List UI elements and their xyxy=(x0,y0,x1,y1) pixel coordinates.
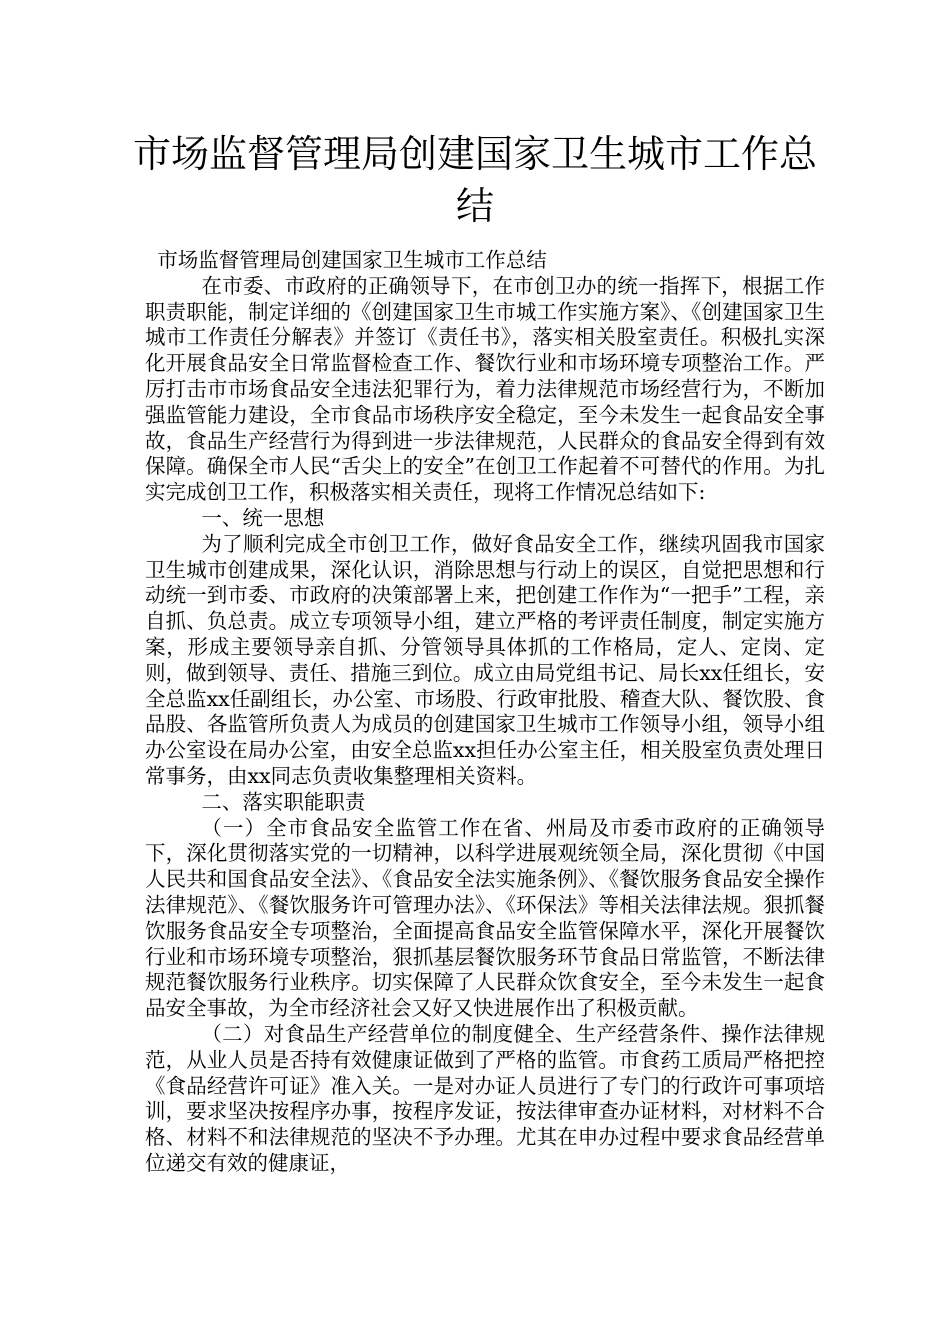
document-body xyxy=(145,248,825,1177)
document-subtitle: 市场监督管理局创建国家卫生城市工作总结 xyxy=(157,248,547,272)
document-title: 市场监督管理局创建国家卫生城市工作总结 xyxy=(132,132,817,228)
section-1-paragraph: 为了顺利完成全市创卫工作，做好食品安全工作，继续巩固我市国家卫生城市创建成果，深化认识，消除思想与行动上的误区，自觉把思想和行动统一到市委、市政府的决策部署上来，把创建工作作为“一把手”工程，亲自抓、负总责。成立专项领导小组，建立严格的考评责任制度，制定实施方案，形成主要领导亲自抓、分管领导具体抓的工作格局，定人、定岗、定则，做到领导、责任、措施三到位。成立由局党组书记、局长xx任组长，安全总监xx任副组长，办公室、市场股、行政审批股、稽查大队、餐饮股、食品股、各监管所负责人为成员的创建国家卫生城市工作领导小组，领导小组办公室设在局办公室，由安全总监xx担任办公室主任，相关股室负责处理日常事务，由xx同志负责收集整理相关资料。 xyxy=(145,531,825,788)
section-2-paragraph-2: （二）对食品生产经营单位的制度健全、生产经营条件、操作法律规范，从业人员是否持有效健康证做到了严格的监管。市食药工质局严格把控《食品经营许可证》准入关。一是对办证人员进行了专门的行政许可事项培训，要求坚决按程序办事，按程序发证，按法律审查办证材料，对材料不合格、材料不和法律规范的坚决不予办理。尤其在申办过程中要求食品经营单位递交有效的健康证， xyxy=(145,1021,825,1175)
section-heading-1: 一、统一思想 xyxy=(201,505,325,530)
section-2-paragraph-1: （一）全市食品安全监管工作在省、州局及市委市政府的正确领导下，深化贯彻落实党的一切精神，以科学进展观统领全局，深化贯彻《中国人民共和国食品安全法》、《食品安全法实施条例》、《餐饮服务食品安全操作法律规范》、《餐饮服务许可管理办法》、《环保法》等相关法律法规。狠抓餐饮服务食品安全专项整治，全面提高食品安全监管保障水平，深化开展餐饮行业和市场环境专项整治，狠抓基层餐饮服务环节食品日常监管，不断法律规范餐饮服务行业秩序。切实保障了人民群众饮食安全，至今未发生一起食品安全事故，为全市经济社会又好又快进展作出了积极贡献。 xyxy=(145,815,825,1021)
section-heading-2: 二、落实职能职责 xyxy=(201,789,366,814)
intro-paragraph: 在市委、市政府的正确领导下，在市创卫办的统一指挥下，根据工作职责职能，制定详细的《创建国家卫生市城工作实施方案》、《创建国家卫生城市工作责任分解表》并签订《责任书》，落实相关股室责任。积极扎实深化开展食品安全日常监督检查工作、餐饮行业和市场环境专项整治工作。严厉打击市市场食品安全违法犯罪行为，着力法律规范市场经营行为，不断加强监管能力建设，全市食品市场秩序安全稳定，至今未发生一起食品安全事故，食品生产经营行为得到进一步法律规范，人民群众的食品安全得到有效保障。确保全市人民“舌尖上的安全”在创卫工作起着不可替代的作用。为扎实完成创卫工作，积极落实相关责任，现将工作情况总结如下: xyxy=(145,273,825,505)
